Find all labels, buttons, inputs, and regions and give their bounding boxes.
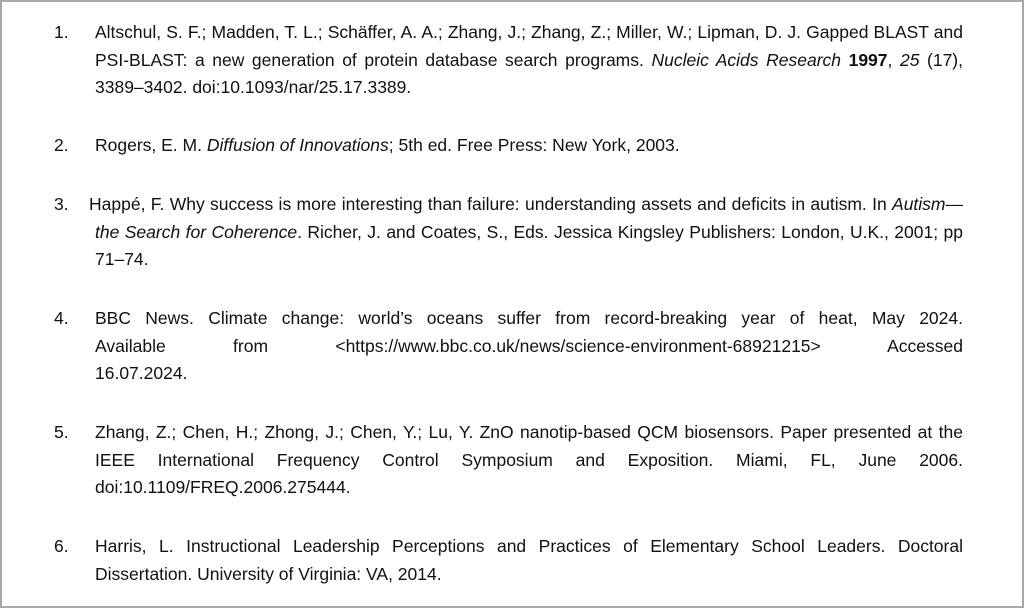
reference-text: Zhang, Z.; Chen, H.; Zhong, J.; Chen, Y.; Lu, Y. ZnO nanotip-based QCM biosensors. Paper presented at the IEEE International Frequency Control Symposium and Exposition. Miami, FL, June 2006. doi:10.1109/FREQ.2006.275444. — [95, 422, 963, 497]
reference-line-3: 16.07.2024. — [95, 363, 188, 383]
reference-text: Altschul, S. F.; Madden, T. L.; Schäffer, A. A.; Zhang, J.; Zhang, Z.; Miller, W.; Lipman, D. J. Gapped BLAST and PSI-BLAST: a new generation of protein database search programs. Nucleic Acids Research 1997, 25 (17), 3389–3402. doi:10.1093/nar/25.17.3389. — [95, 22, 963, 97]
reference-details: (17), 3389–3402. doi:10.1093/nar/25.17.3389. — [95, 49, 963, 97]
reference-text — [89, 191, 963, 274]
reference-text — [95, 305, 963, 388]
reference-title: Diffusion of Innovations — [206, 135, 389, 155]
reference-text — [95, 132, 963, 160]
reference-authors: Altschul, S. F.; Madden, T. L.; Schäffer, A. A.; Zhang, J.; Zhang, Z.; Miller, W.; Lipman, D. J. — [95, 22, 802, 42]
reference-book: Autism—the Search for Coherence — [95, 194, 963, 242]
reference-year: 1997 — [848, 49, 888, 70]
reference-line-1: BBC News. Climate change: world’s oceans suffer from record-breaking year of heat, May 2024. — [95, 308, 963, 328]
reference-line-2: Available from <https://www.bbc.co.uk/news/science-environment-68921215> Accessed — [95, 335, 963, 356]
reference-title: Gapped BLAST and PSI-BLAST: a new generation of protein database search programs. — [95, 22, 963, 70]
reference-authors: Rogers, E. M. — [95, 135, 202, 155]
reference-number: 3. — [54, 194, 69, 214]
reference-number: 6. — [54, 536, 69, 556]
reference-title: Why success is more interesting than failure: understanding assets and deficits in autism. In — [169, 194, 887, 214]
reference-details: ; 5th ed. Free Press: New York, 2003. — [388, 135, 680, 155]
reference-text: Harris, L. Instructional Leadership Perceptions and Practices of Elementary School Leaders. Doctoral Dissertation. University of Virginia: VA, 2014. — [95, 536, 963, 584]
reference-details: . Richer, J. and Coates, S., Eds. Jessica Kingsley Publishers: London, U.K., 2001; pp 71–74. — [95, 221, 963, 269]
reference-volume: 25 — [899, 49, 920, 70]
reference-number: 2. — [54, 135, 69, 155]
reference-list — [2, 2, 1022, 606]
reference-number: 4. — [54, 308, 69, 328]
reference-authors: Happé, F. — [89, 194, 165, 214]
reference-number: 5. — [54, 422, 69, 442]
reference-number: 1. — [54, 22, 69, 42]
reference-journal: Nucleic Acids Research — [651, 49, 842, 70]
